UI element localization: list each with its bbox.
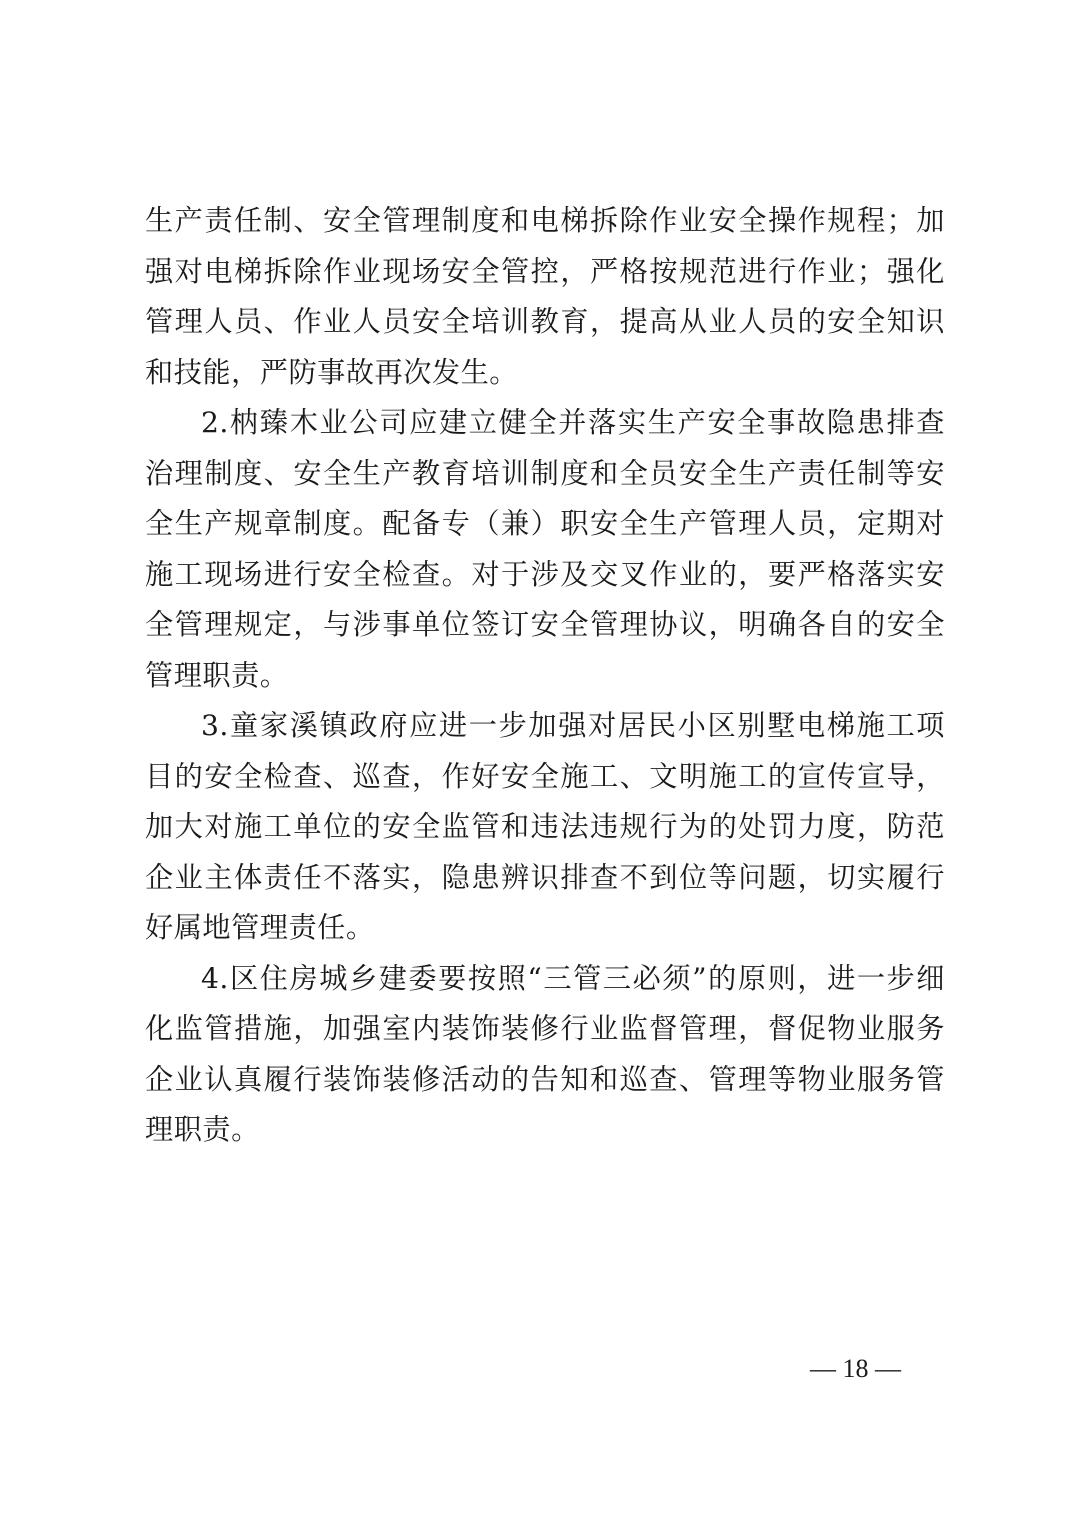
document-body [145,196,945,1156]
paragraph-continuation: 生产责任制、安全管理制度和电梯拆除作业安全操作规程；加强对电梯拆除作业现场安全管控，严格按规范进行作业；强化管理人员、作业人员安全培训教育，提高从业人员的安全知识和技能，严防事故再次发生。 [145,204,945,389]
page-number: — 18 — [810,1354,901,1383]
paragraph-item-4: 4.区住房城乡建委要按照“三管三必须”的原则，进一步细化监管措施，加强室内装饰装修行业监督管理，督促物业服务企业认真履行装饰装修活动的告知和巡查、管理等物业服务管理职责。 [145,961,945,1146]
paragraph-item-3: 3.童家溪镇政府应进一步加强对居民小区别墅电梯施工项目的安全检查、巡查，作好安全施工、文明施工的宣传宣导，加大对施工单位的安全监管和违法违规行为的处罚力度，防范企业主体责任不落实，隐患辨识排查不到位等问题，切实履行好属地管理责任。 [145,709,945,944]
paragraph-item-2: 2.枘臻木业公司应建立健全并落实生产安全事故隐患排查治理制度、安全生产教育培训制度和全员安全生产责任制等安全生产规章制度。配备专（兼）职安全生产管理人员，定期对施工现场进行安全检查。对于涉及交叉作业的，要严格落实安全管理规定，与涉事单位签订安全管理协议，明确各自的安全管理职责。 [145,406,945,692]
